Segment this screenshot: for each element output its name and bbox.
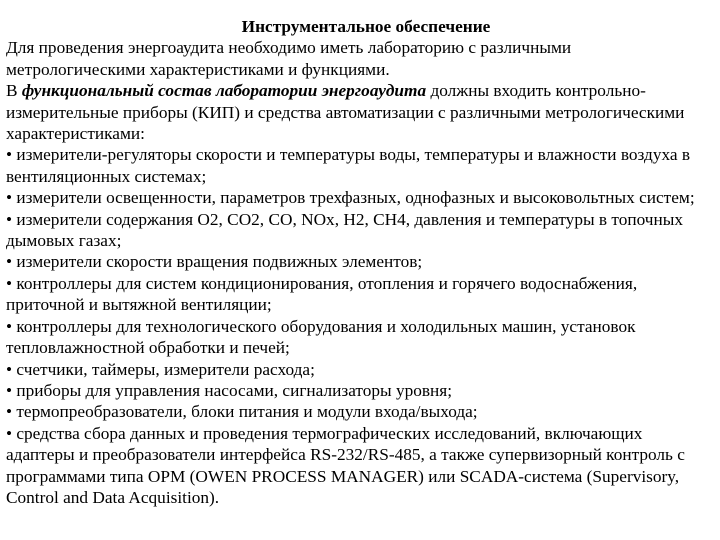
list-item-counters-timers: • счетчики, таймеры, измерители расхода; <box>6 359 315 379</box>
list-item-flue-gas-meters: • измерители содержания О2, СО2, СО, NOх, Н2, СН4, давления и температуры в топочных дымовых газах; <box>6 209 683 251</box>
composition-suffix: должны входить контрольно-измерительные приборы (КИП) и средства автоматизации с различными метрологическими характеристиками: <box>6 81 685 144</box>
list-item-illumination-meters: • измерители освещенности, параметров трехфазных, однофазных и высоковольтных систем; <box>6 188 695 208</box>
list-item-rotation-speed-meters: • измерители скорости вращения подвижных элементов; <box>6 252 423 272</box>
list-item-thermoconverters: • термопреобразователи, блоки питания и модули входа/выхода; <box>6 402 478 422</box>
list-item-pump-control: • приборы для управления насосами, сигнализаторы уровня; <box>6 380 453 400</box>
list-item-process-controllers: • контроллеры для технологического оборудования и холодильных машин, установок тепловлажностной обработки и печей; <box>6 316 636 358</box>
intro-paragraph: Для проведения энергоаудита необходимо иметь лабораторию с различными метрологическими характеристиками и функциями. <box>6 38 572 79</box>
document-page <box>6 16 706 508</box>
list-item-hvac-controllers: • контроллеры для систем кондиционирования, отопления и горячего водоснабжения, приточной и вытяжной вентиляции; <box>6 273 638 315</box>
composition-prefix: В <box>6 81 22 101</box>
composition-paragraph <box>6 80 706 144</box>
document-title: Инструментальное обеспечение <box>241 17 491 36</box>
list-item-data-acquisition: • средства сбора данных и проведения термографических исследований, включающих адаптеры и преобразователи интерфейса RS-232/RS-485, а также супервизорный контроль с программами типа OPM (OWEN PROCESS MANAGER) или SCADA-система (Supervisory, Control and Data Acquisition). <box>6 423 685 507</box>
composition-emphasis: функциональный состав лаборатории энергоаудита <box>21 81 427 101</box>
equipment-list <box>6 144 706 508</box>
list-item-controllers-water-air: • измерители-регуляторы скорости и температуры воды, температуры и влажности воздуха в вентиляционных системах; <box>6 145 691 186</box>
